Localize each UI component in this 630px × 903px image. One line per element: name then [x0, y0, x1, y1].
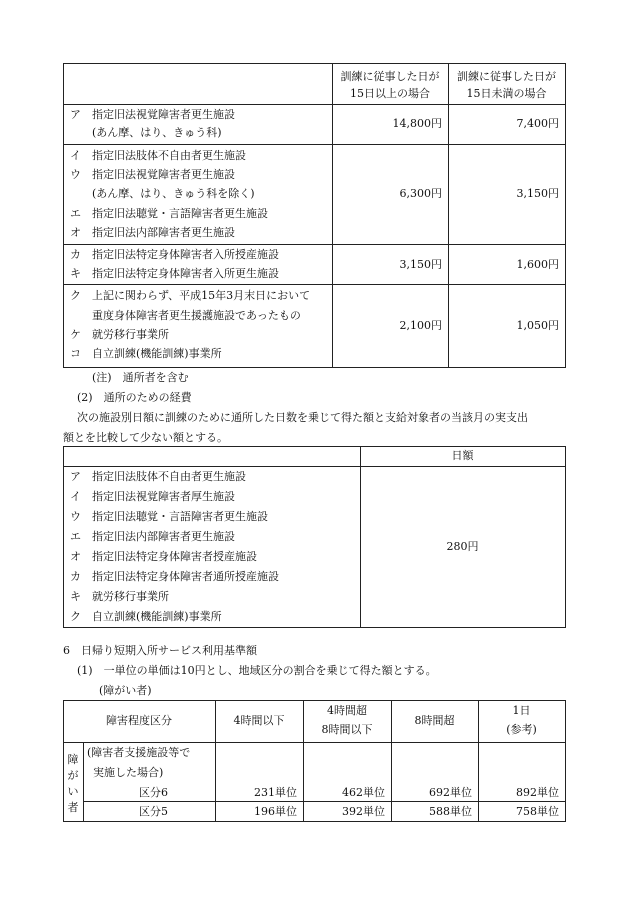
header-category: 障害程度区分: [106, 714, 172, 727]
table-rule: [565, 700, 566, 822]
table-rule: [565, 446, 566, 628]
facility-line: ク 自立訓練(機能訓練)事業所: [70, 610, 222, 623]
facility-line: キ 就労移行事業所: [70, 590, 169, 603]
facility-line: ウ 指定旧法聴覚・言語障害者更生施設: [70, 510, 268, 523]
facility-line: エ 指定旧法内部障害者更生施設: [70, 530, 235, 543]
amount-under15: 1,600円: [516, 258, 559, 271]
facility-line: ク 上記に関わらず、平成15年3月末日において: [70, 289, 311, 302]
table-note: (注) 通所者を含む: [92, 371, 189, 384]
facility-line: カ 指定旧法特定身体障害者通所授産施設: [70, 570, 279, 583]
amount-under15: 3,150円: [516, 187, 559, 200]
amount-under15: 1,050円: [516, 319, 559, 332]
header-under4h: 4時間以下: [233, 714, 285, 727]
side-label-char: い: [67, 785, 79, 798]
amount-under15: 7,400円: [516, 117, 559, 130]
header-under15-line2: 15日未満の場合: [466, 87, 547, 100]
section-heading: 6 日帰り短期入所サービス利用基準額: [63, 644, 257, 657]
unit-value: 231単位: [254, 786, 297, 799]
table-rule: [83, 801, 565, 802]
side-label-char: 障: [67, 753, 79, 766]
table-rule: [63, 627, 565, 628]
table-rule: [63, 821, 565, 822]
table-rule: [63, 367, 565, 368]
facility-line: キ 指定旧法特定身体障害者入所更生施設: [70, 267, 279, 280]
table-rule: [63, 446, 565, 447]
amount-15plus: 2,100円: [399, 319, 442, 332]
section-paragraph: 額とを比較して少ない額とする。: [63, 431, 228, 444]
table-rule: [63, 63, 64, 368]
unit-value: 892単位: [516, 786, 559, 799]
facility-line: オ 指定旧法特定身体障害者授産施設: [70, 550, 257, 563]
unit-value: 588単位: [429, 805, 472, 818]
section-paragraph: (1) 一単位の単価は10円とし、地域区分の割合を乗じて得た額とする。: [77, 664, 437, 677]
facility-line: ケ 就労移行事業所: [70, 328, 169, 341]
row-note: 実施した場合): [93, 766, 164, 779]
table-rule: [63, 446, 64, 628]
facility-line: カ 指定旧法特定身体障害者入所授産施設: [70, 248, 279, 261]
table-rule: [83, 742, 84, 822]
section-paragraph: 次の施設別日額に訓練のために通所した日数を乗じて得た額と支給対象者の当該月の実支出: [77, 411, 528, 424]
side-label-char: 者: [67, 801, 79, 814]
table-rule: [63, 244, 565, 245]
facility-line: イ 指定旧法視覚障害者厚生施設: [70, 490, 235, 503]
row-label-kubun6: 区分6: [139, 786, 168, 799]
facility-line: オ 指定旧法内部障害者更生施設: [70, 226, 235, 239]
table-rule: [478, 700, 479, 822]
table-rule: [565, 63, 566, 368]
facility-line: イ 指定旧法肢体不自由者更生施設: [70, 149, 246, 162]
facility-line: ア 指定旧法肢体不自由者更生施設: [70, 470, 246, 483]
amount-15plus: 3,150円: [399, 258, 442, 271]
facility-line: (あん摩、はり、きゅう科): [70, 126, 222, 139]
table-rule: [63, 144, 565, 145]
table-rule: [63, 700, 565, 701]
header-under15-line1: 訓練に従事した日が: [457, 70, 556, 83]
header-4to8h-line1: 4時間超: [327, 704, 367, 717]
facility-line: エ 指定旧法聴覚・言語障害者更生施設: [70, 207, 268, 220]
header-4to8h-line2: 8時間以下: [321, 723, 373, 736]
table-rule: [63, 104, 565, 105]
side-label-char: が: [67, 769, 79, 782]
header-1day-line1: 1日: [512, 704, 531, 717]
header-1day-line2: (参考): [506, 723, 537, 736]
amount-15plus: 14,800円: [392, 117, 442, 130]
unit-value: 462単位: [342, 786, 385, 799]
facility-line: 重度身体障害者更生援護施設であったもの: [70, 309, 301, 322]
table-rule: [63, 466, 565, 467]
unit-value: 758単位: [516, 805, 559, 818]
daily-amount-value: 280円: [446, 540, 479, 553]
header-15plus-line2: 15日以上の場合: [350, 87, 430, 100]
unit-value: 196単位: [254, 805, 297, 818]
unit-value: 692単位: [429, 786, 472, 799]
facility-line: (あん摩、はり、きゅう科を除く): [70, 187, 255, 200]
table-rule: [63, 284, 565, 285]
facility-line: ア 指定旧法視覚障害者更生施設: [70, 108, 235, 121]
table-rule: [63, 63, 565, 64]
header-15plus-line1: 訓練に従事した日が: [340, 70, 440, 83]
section-heading: (2) 通所のための経費: [77, 391, 192, 404]
table-rule: [63, 742, 565, 743]
row-label-kubun5: 区分5: [139, 805, 168, 818]
table-rule: [360, 446, 361, 628]
daily-amount-header: 日額: [451, 449, 474, 462]
table-rule: [303, 700, 304, 822]
amount-15plus: 6,300円: [399, 187, 442, 200]
row-note: (障害者支援施設等で: [87, 746, 191, 759]
facility-line: ウ 指定旧法視覚障害者更生施設: [70, 168, 235, 181]
facility-line: コ 自立訓練(機能訓練)事業所: [70, 347, 222, 360]
section-subheading: (障がい者): [99, 684, 152, 697]
unit-value: 392単位: [342, 805, 385, 818]
header-over8h: 8時間超: [414, 714, 455, 727]
